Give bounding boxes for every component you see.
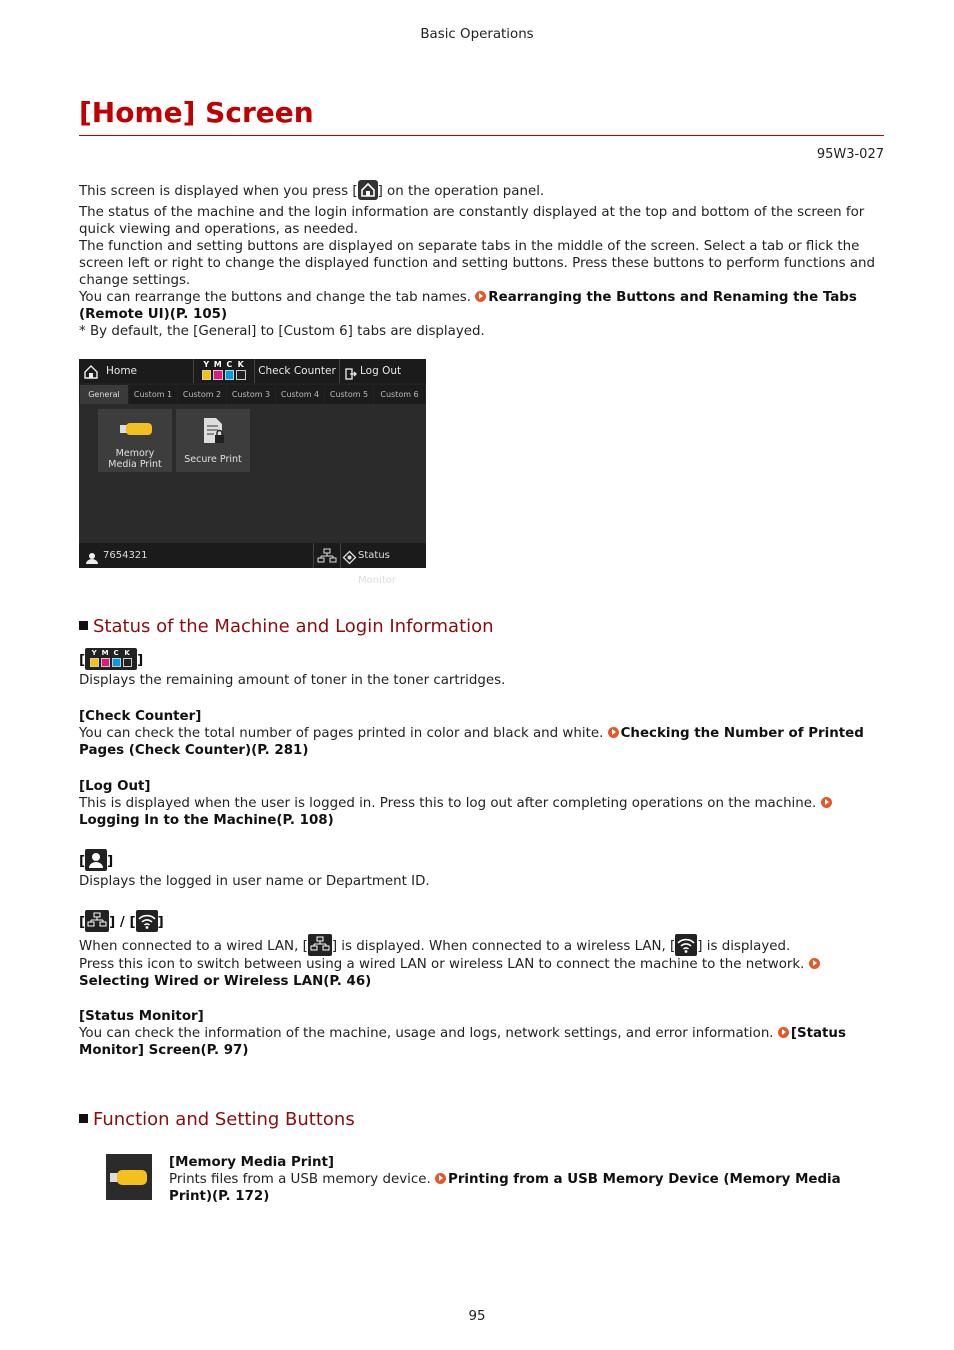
toner-letter: K (124, 649, 130, 657)
toner-bar (213, 370, 223, 380)
tab-bar (79, 383, 426, 404)
usb-drive-icon (120, 421, 152, 437)
lan-desc1-a: When connected to a wired LAN, [ (79, 939, 308, 954)
intro-p4 (79, 289, 885, 323)
toner-bar (236, 370, 246, 380)
intro (79, 180, 885, 340)
toner-bar (123, 658, 132, 667)
log-out-label: Log Out (360, 365, 402, 377)
toner-bar (112, 658, 121, 667)
mmp-title: [Memory Media Print] (169, 1155, 335, 1170)
home-label: Home (106, 365, 138, 377)
wired-lan-icon[interactable] (313, 543, 341, 568)
intro-p4-text: You can rearrange the buttons and change the tab names. (79, 290, 476, 305)
link-arrow-icon (821, 797, 832, 808)
lan-desc2 (79, 956, 885, 990)
intro-p1 (79, 180, 885, 200)
status-monitor-desc (79, 1025, 885, 1059)
toner-k (122, 650, 132, 668)
mmp-desc (169, 1171, 885, 1205)
status-monitor-button[interactable] (341, 543, 426, 586)
toner-m (100, 650, 110, 668)
section-status-body (79, 648, 885, 1059)
status-monitor-title: [Status Monitor] (79, 1009, 204, 1024)
toner-bar (202, 370, 212, 380)
secure-print-label: Secure Print (184, 454, 242, 465)
toner-y (201, 361, 212, 381)
wired-lan-icon (85, 910, 109, 932)
title-rule (79, 135, 884, 136)
user-id: 7654321 (103, 550, 148, 561)
toner-y (89, 650, 99, 668)
logout-desc (79, 795, 885, 829)
wireless-lan-icon (136, 910, 158, 932)
section-heading-status (79, 616, 494, 638)
section-heading-status-text: Status of the Machine and Login Information (93, 616, 494, 637)
link-logging-in-label: Logging In to the Machine(P. 108) (79, 813, 334, 828)
page-title: [Home] Screen (79, 96, 314, 129)
toner-bar (90, 658, 99, 667)
user-icon (85, 849, 107, 871)
toner-letter: Y (203, 360, 210, 369)
tab-custom-5[interactable]: Custom 5 (325, 385, 373, 404)
wired-lan-icon (308, 934, 332, 956)
home-screen-illustration (79, 359, 426, 586)
memory-media-print-entry (169, 1154, 885, 1205)
link-arrow-icon (809, 958, 820, 969)
check-counter-desc-text: You can check the total number of pages printed in color and black and white. (79, 726, 608, 741)
wireless-lan-icon (675, 934, 697, 956)
link-arrow-icon (608, 727, 619, 738)
home-icon (84, 364, 98, 378)
toner-letter: M (101, 649, 109, 657)
toner-item-title: [ Y M C K ] (79, 649, 144, 668)
intro-p5: * By default, the [General] to [Custom 6] tabs are displayed. (79, 324, 485, 339)
doc-id: 95W3-027 (816, 147, 884, 162)
tab-custom-1[interactable]: Custom 1 (129, 385, 177, 404)
home-button[interactable] (79, 359, 194, 383)
tab-custom-6[interactable]: Custom 6 (374, 385, 425, 404)
lan-item-title: [ ] / [ ] (79, 910, 885, 934)
link-status-monitor-label: [Status Monitor] Screen(P. 97) (79, 1026, 846, 1058)
toner-letter: C (226, 360, 233, 369)
intro-p3: The function and setting buttons are displayed on separate tabs in the middle of the screen. Select a tab or flick the screen left or right to change the displayed function and setting buttons. Press these buttons to perform functions and change settings. (79, 239, 876, 288)
lan-desc2-text: Press this icon to switch between using a wired LAN or wireless LAN to connect the machine to the network. (79, 957, 809, 972)
user-desc: Displays the logged in user name or Department ID. (79, 874, 430, 889)
secure-print-tile[interactable] (176, 409, 250, 472)
logout-title: [Log Out] (79, 779, 151, 794)
secure-print-icon (202, 417, 226, 445)
user-icon (86, 549, 98, 561)
check-counter-desc (79, 725, 885, 759)
page-number: 95 (468, 1309, 486, 1324)
toner-letter: M (213, 360, 222, 369)
home-bottom-bar (79, 543, 426, 586)
toner-status (194, 359, 255, 383)
status-monitor-icon (343, 549, 356, 562)
link-arrow-icon (435, 1173, 446, 1184)
tab-general[interactable]: General (80, 385, 128, 404)
toner-bar (101, 658, 110, 667)
toner-m (213, 361, 224, 381)
status-monitor-desc-text: You can check the information of the machine, usage and logs, network settings, and error information. (79, 1026, 778, 1041)
link-arrow-icon (778, 1027, 789, 1038)
intro-p2: The status of the machine and the login information are constantly displayed at the top and bottom of the screen for quick viewing and operations, as needed. (79, 205, 865, 237)
lan-desc1 (79, 934, 885, 956)
toner-level-icon (85, 648, 137, 670)
check-counter-button[interactable]: Check Counter (255, 359, 340, 383)
toner-c (224, 361, 235, 381)
link-arrow-icon (475, 291, 486, 302)
mmp-desc-text: Prints files from a USB memory device. (169, 1172, 435, 1187)
status-monitor-label: Status Monitor (358, 550, 397, 586)
logout-desc-text: This is displayed when the user is logged in. Press this to log out after completing operations on the machine. (79, 796, 821, 811)
memory-media-print-label: Memory Media Print (108, 448, 162, 470)
intro-p1-post: ] on the operation panel. (377, 184, 545, 199)
tab-custom-2[interactable]: Custom 2 (178, 385, 226, 404)
link-check-counter-label: Checking the Number of Printed Pages (Check Counter)(P. 281) (79, 726, 864, 758)
section-heading-buttons-text: Function and Setting Buttons (93, 1109, 355, 1130)
home-top-bar (79, 359, 426, 383)
link-wired-wireless-label: Selecting Wired or Wireless LAN(P. 46) (79, 974, 372, 989)
link-memory-media-print-label: Printing from a USB Memory Device (Memory Media Print)(P. 172) (169, 1172, 841, 1204)
user-item-title: [ ] (79, 849, 885, 873)
tab-custom-3[interactable]: Custom 3 (227, 385, 275, 404)
tab-custom-4[interactable]: Custom 4 (276, 385, 324, 404)
memory-media-print-icon (106, 1154, 152, 1200)
log-out-icon (345, 365, 357, 377)
lan-desc1-c: ] is displayed. (697, 939, 791, 954)
log-out-button[interactable] (340, 359, 426, 383)
toner-k (236, 361, 247, 381)
check-counter-title: [Check Counter] (79, 709, 202, 724)
toner-desc: Displays the remaining amount of toner in the toner cartridges. (79, 673, 506, 688)
lan-desc1-b: ] is displayed. When connected to a wireless LAN, [ (331, 939, 676, 954)
link-rearranging-label: Rearranging the Buttons and Renaming the Tabs (Remote UI)(P. 105) (79, 290, 857, 322)
memory-media-print-tile[interactable] (98, 409, 172, 472)
toner-bar (225, 370, 235, 380)
running-header: Basic Operations (420, 27, 534, 42)
home-key-icon (358, 180, 378, 200)
toner-letter: C (113, 649, 119, 657)
intro-p1-pre: This screen is displayed when you press [ (79, 184, 358, 199)
toner-c (111, 650, 121, 668)
toner-letter: K (237, 360, 244, 369)
section-heading-buttons (79, 1109, 355, 1131)
toner-letter: Y (91, 649, 97, 657)
